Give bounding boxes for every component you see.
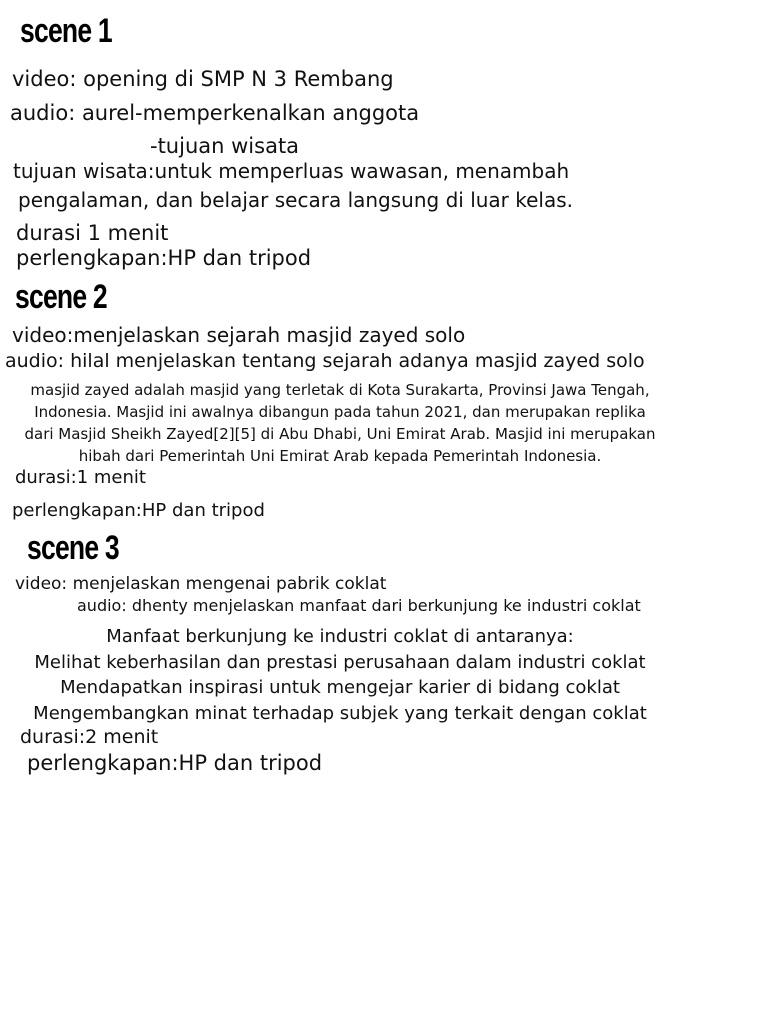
scene-2-desc-line: dari Masjid Sheikh Zayed[2][5] di Abu Dhabi, Uni Emirat Arab. Masjid ini merupakan — [24, 425, 656, 443]
scene-3-video: video: menjelaskan mengenai pabrik coklat — [15, 574, 387, 594]
scene-2-desc-line: hibah dari Pemerintah Uni Emirat Arab kepada Pemerintah Indonesia. — [78, 447, 602, 465]
scene-1-equipment: perlengkapan:HP dan tripod — [16, 246, 312, 270]
scene-2-duration: durasi:1 menit — [15, 467, 146, 488]
scene-3-duration: durasi:2 menit — [20, 726, 159, 748]
scene-3-desc-line: Melihat keberhasilan dan prestasi perusahaan dalam industri coklat — [34, 651, 646, 673]
scene-3-desc-line: Mendapatkan inspirasi untuk mengejar karier di bidang coklat — [60, 677, 620, 698]
scene-1-duration: durasi 1 menit — [16, 221, 169, 245]
scene-2-video: video:menjelaskan sejarah masjid zayed solo — [12, 323, 466, 347]
scene-3-description — [20, 624, 660, 726]
scene-1-desc-line: pengalaman, dan belajar secara langsung di luar kelas. — [18, 188, 574, 212]
scene-2-desc-line: masjid zayed adalah masjid yang terletak di Kota Surakarta, Provinsi Jawa Tengah, — [30, 381, 650, 399]
scene-3-desc-line: Manfaat berkunjung ke industri coklat di antaranya: — [106, 626, 574, 647]
scene-1-audio-sub: -tujuan wisata — [150, 134, 300, 158]
scene-1-desc-line: tujuan wisata:untuk memperluas wawasan, menambah — [13, 159, 570, 183]
scene-1-audio: audio: aurel-memperkenalkan anggota — [10, 101, 420, 125]
scene-3-desc-line: Mengembangkan minat terhadap subjek yang terkait dengan coklat — [33, 702, 647, 724]
scene-1-video: video: opening di SMP N 3 Rembang — [12, 67, 394, 91]
scene-2-desc-line: Indonesia. Masjid ini awalnya dibangun pada tahun 2021, dan merupakan replika — [34, 403, 646, 421]
scene-1-title: scene 1 — [20, 12, 112, 50]
scene-2-equipment: perlengkapan:HP dan tripod — [12, 500, 265, 521]
scene-2-description — [6, 379, 674, 467]
scene-3-title: scene 3 — [27, 529, 119, 567]
scene-3-audio: audio: dhenty menjelaskan manfaat dari berkunjung ke industri coklat — [77, 596, 641, 615]
scene-2-title: scene 2 — [15, 278, 107, 316]
scene-3-equipment: perlengkapan:HP dan tripod — [27, 751, 323, 775]
scene-2-audio: audio: hilal menjelaskan tentang sejarah adanya masjid zayed solo — [5, 350, 645, 372]
